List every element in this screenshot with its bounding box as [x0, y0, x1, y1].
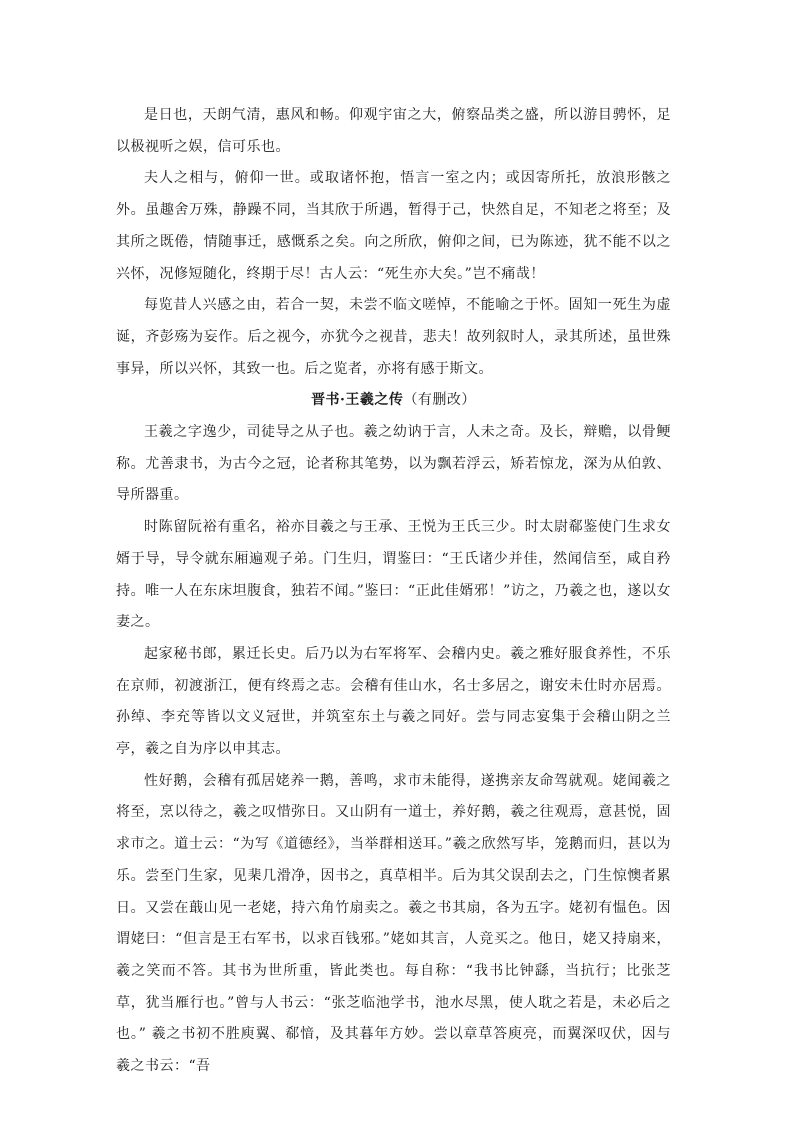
section-note: （有删改）	[403, 392, 476, 409]
paragraph: 时陈留阮裕有重名，裕亦目羲之与王承、王悦为王氏三少。时太尉郗鉴使门生求女婿于导，导令就东厢遍观子弟。门生归，谓鉴曰：“王氏诸少并佳，然闻信至，咸自矜持。唯一人在东床坦腹食，独若不闻。”鉴曰：“正此佳婿邪！”访之，乃羲之也，遂以女妻之。	[116, 519, 671, 631]
paragraph: 王羲之字逸少，司徒导之从子也。羲之幼讷于言，人未之奇。及长，辩赡，以骨鲠称。尤善隶书，为古今之冠，论者称其笔势，以为飘若浮云，矫若惊龙，深为从伯敦、导所器重。	[116, 424, 671, 504]
paragraph: 性好鹅，会稽有孤居姥养一鹅，善鸣，求市未能得，遂携亲友命驾就观。姥闻羲之将至，烹以待之，羲之叹惜弥日。又山阴有一道士，养好鹅，羲之往观焉，意甚悦，固求市之。道士云：“为写《道德经》，当举群相送耳。”羲之欣然写毕，笼鹅而归，甚以为乐。尝至门生家，见棐几滑净，因书之，真草相半。后为其父误刮去之，门生惊懊者累日。又尝在蕺山见一老姥，持六角竹扇卖之。羲之书其扇，各为五字。姥初有愠色。因谓姥曰：“但言是王右军书，以求百钱邪。”姥如其言，人竞买之。他日，姥又持扇来，羲之笑而不答。其书为世所重，皆此类也。每自称：“我书比钟繇，当抗行；比张芝草，犹当雁行也。”曾与人书云：“张芝临池学书，池水尽黑，使人耽之若是，未必后之也。” 羲之书初不胜庾翼、郗愔，及其暮年方妙。尝以章草答庾亮，而翼深叹伏，因与羲之书云：“吾	[116, 772, 671, 1075]
document-body	[116, 100, 671, 1083]
paragraph: 每览昔人兴感之由，若合一契，未尝不临文嗟悼，不能喻之于怀。固知一死生为虚诞，齐彭殇为妄作。后之视今，亦犹今之视昔，悲夫！故列叙时人，录其所述，虽世殊事异，所以兴怀，其致一也。后之览者，亦将有感于斯文。	[116, 297, 671, 377]
section-title: 晋书·王羲之传	[311, 392, 404, 409]
paragraph: 起家秘书郎，累迁长史。后乃以为右军将军、会稽内史。羲之雅好服食养性，不乐在京师，初渡浙江，便有终焉之志。会稽有佳山水，名士多居之，谢安未仕时亦居焉。孙绰、李充等皆以文义冠世，并筑室东土与羲之同好。尝与同志宴集于会稽山阴之兰亭，羲之自为序以申其志。	[116, 645, 671, 758]
paragraph: 是日也，天朗气清，惠风和畅。仰观宇宙之大，俯察品类之盛，所以游目骋怀，足以极视听之娱，信可乐也。	[116, 107, 671, 155]
paragraph: 夫人之相与，俯仰一世。或取诸怀抱，悟言一室之内；或因寄所托，放浪形骸之外。虽趣舍万殊，静躁不同，当其欣于所遇，暂得于己，快然自足，不知老之将至；及其所之既倦，情随事迁，感慨系之矣。向之所欣，俯仰之间，已为陈迹，犹不能不以之兴怀，况修短随化，终期于尽！古人云：“死生亦大矣。”岂不痛哉！	[116, 170, 671, 282]
section-heading	[116, 385, 671, 417]
